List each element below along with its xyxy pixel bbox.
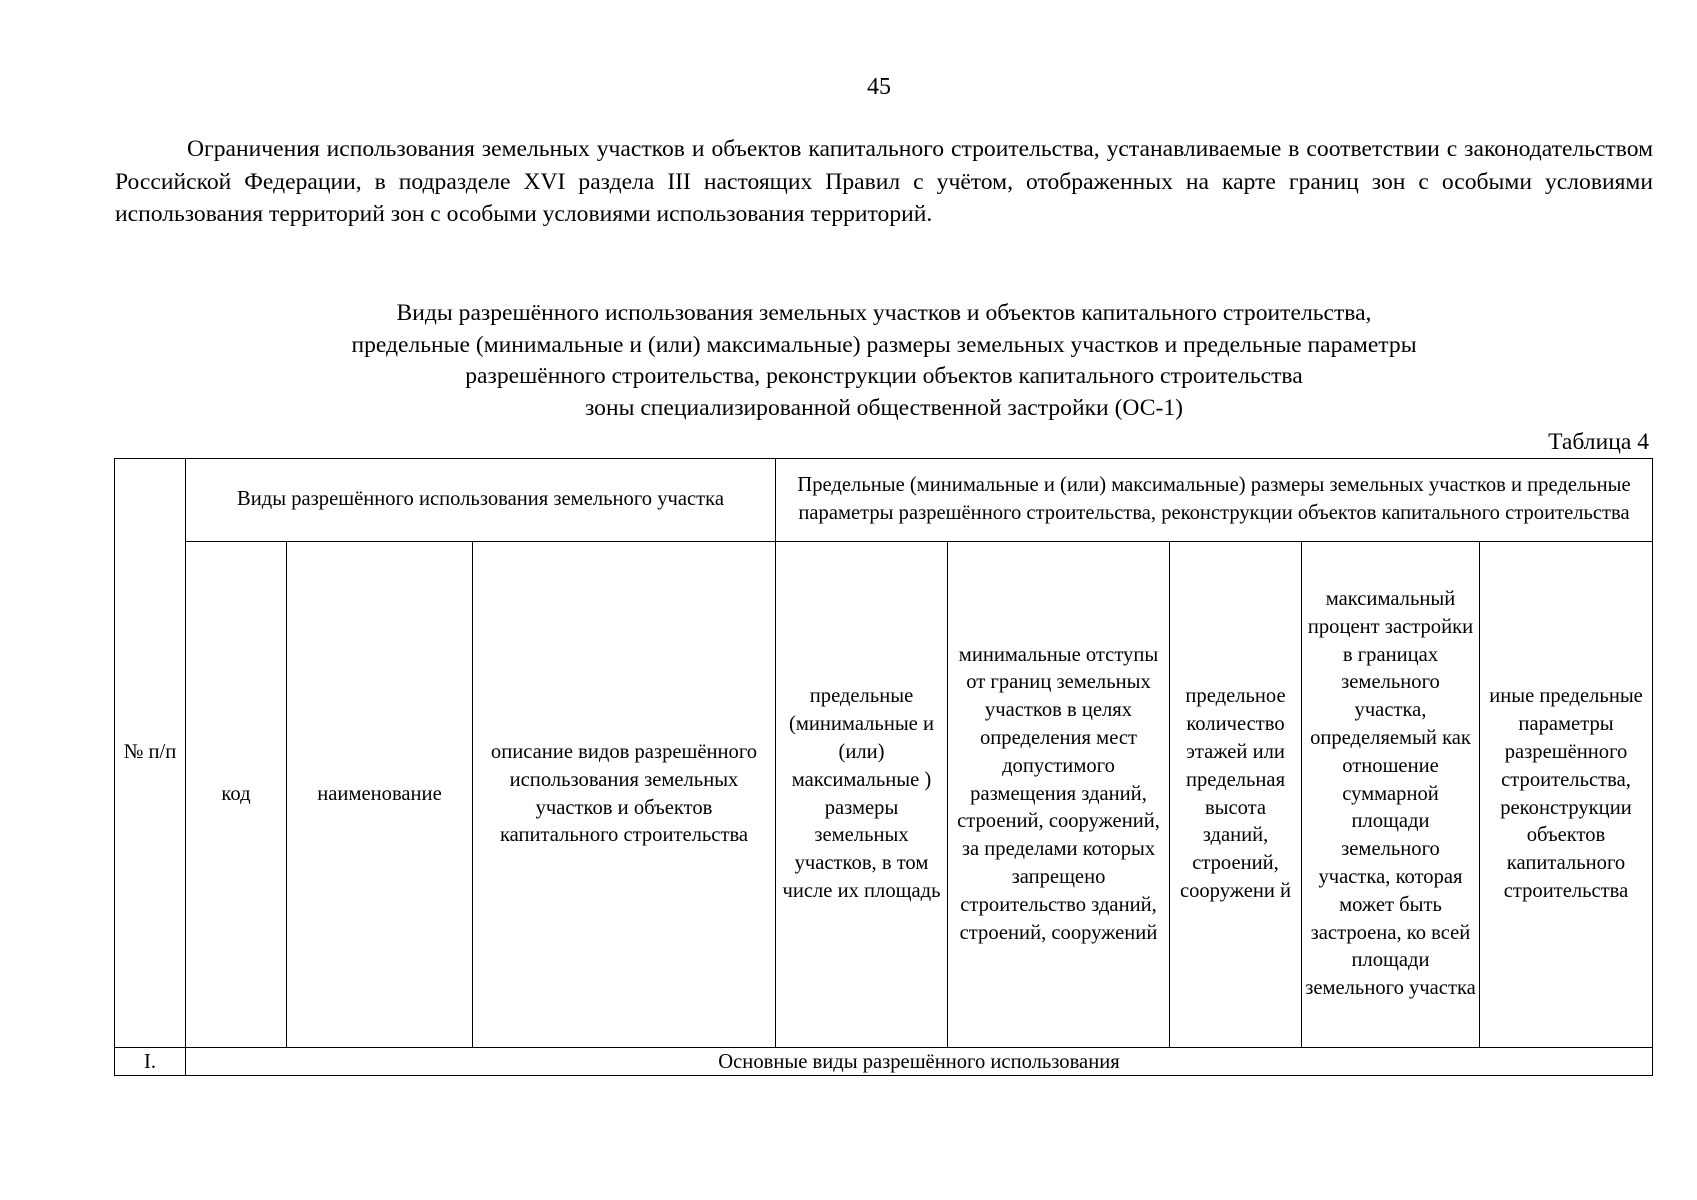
intro-paragraph: Ограничения использования земельных участков и объектов капитального строительства, устанавливаемые в соответствии с законодательством Российской Федерации, в подразделе XVI раздела III настоящих Правил с учётом, отображенных на карте границ зон с особыми условиями использования территорий зон с особыми условиями использования территорий. xyxy=(115,136,1653,227)
table-title-line-2: предельные (минимальные и (или) максимальные) размеры земельных участков и предельные параметры xyxy=(351,331,1417,358)
section-number: I. xyxy=(115,1048,186,1076)
table-title-line-4: зоны специализированной общественной застройки (ОС-1) xyxy=(584,394,1184,421)
header-row-number: № п/п xyxy=(115,459,186,1048)
header-usage-types: Виды разрешённого использования земельного участка xyxy=(186,459,776,542)
page-number: 45 xyxy=(867,74,891,100)
header-other-params: иные предельные параметры разрешённого строительства, реконструкции объектов капитального строительства xyxy=(1480,542,1653,1048)
table-header-row xyxy=(115,459,1653,542)
header-code: код xyxy=(186,542,287,1048)
header-plot-size: предельные (минимальные и (или) максимальные ) размеры земельных участков, в том числе их площадь xyxy=(776,542,948,1048)
header-name: наименование xyxy=(287,542,473,1048)
table-row xyxy=(115,1048,1653,1076)
table-title-line-3: разрешённого строительства, реконструкции объектов капитального строительства xyxy=(465,363,1303,389)
header-coverage: максимальный процент застройки в границах земельного участка, определяемый как отношение суммарной площади земельного участка, которая может быть застроена, ко всей площади земельного участка xyxy=(1302,542,1480,1048)
header-setbacks: минимальные отступы от границ земельных участков в целях определения мест допустимого размещения зданий, строений, сооружений, за пределами которых запрещено строительство зданий, строений, сооружений xyxy=(948,542,1170,1048)
table-label: Таблица 4 xyxy=(1548,429,1649,455)
header-description: описание видов разрешённого использования земельных участков и объектов капитального строительства xyxy=(473,542,776,1048)
table-subheader-row xyxy=(115,542,1653,1048)
table-title-line-1: Виды разрешённого использования земельных участков и объектов капитального строительства, xyxy=(396,300,1372,326)
table-title xyxy=(115,298,1653,424)
header-limit-parameters: Предельные (минимальные и (или) максимальные) размеры земельных участков и предельные параметры разрешённого строительства, реконструкции объектов капитального строительства xyxy=(776,459,1653,542)
header-floors: предельное количество этажей или предельная высота зданий, строений, сооружени й xyxy=(1170,542,1302,1048)
section-title: Основные виды разрешённого использования xyxy=(186,1048,1653,1076)
regulations-table xyxy=(114,458,1653,1076)
